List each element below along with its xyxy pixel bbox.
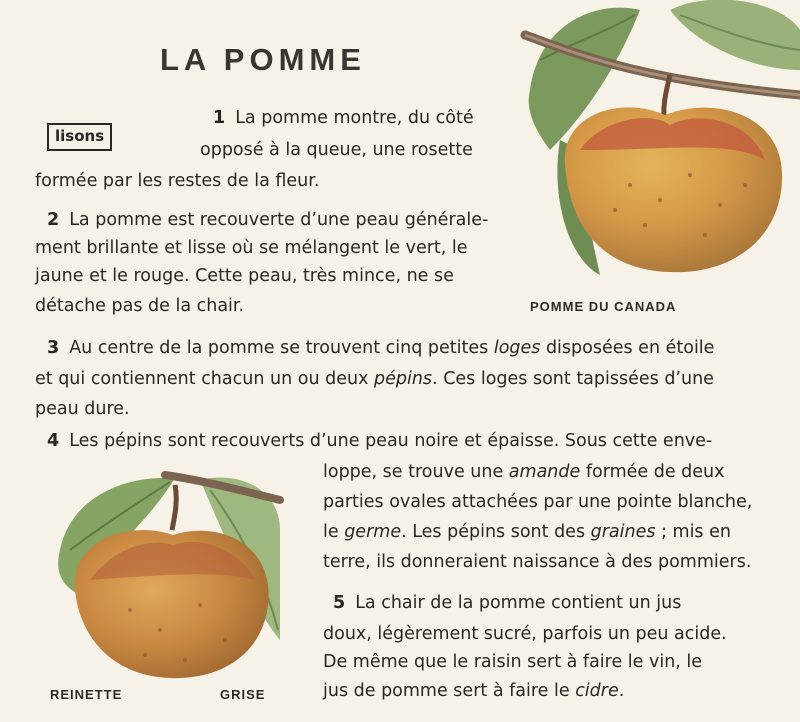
p4-line-1 (47, 430, 712, 452)
p3-text-2a: et qui contiennent chacun un ou deux (35, 369, 374, 389)
caption-reinette: REINETTE (50, 687, 123, 702)
p5-text-4b: . (618, 681, 625, 701)
p5-number: 5 (333, 593, 346, 613)
p2-line-2: ment brillante et lisse où se mélangent le vert, le (35, 238, 468, 258)
p4-text-4c: ; mis en (655, 522, 731, 542)
p5-line-1 (333, 592, 681, 614)
p2-line-4: détache pas de la chair. (35, 296, 245, 316)
p5-text-cidre: cidre (575, 681, 619, 701)
p4-line-3: parties ovales attachées par une pointe blanche, (323, 492, 753, 512)
p3-text-pepins: pépins (374, 369, 433, 389)
p5-line-2: doux, légèrement sucré, parfois un peu acide. (323, 624, 727, 644)
p4-text-germe: germe (344, 522, 402, 542)
p4-text-2b: formée de deux (580, 462, 725, 482)
p1-line-2: opposé à la queue, une rosette (200, 140, 473, 160)
p5-text-4a: jus de pomme sert à faire le (323, 681, 576, 701)
p3-text-1b: disposées en étoile (540, 338, 715, 358)
p1-number: 1 (213, 108, 226, 128)
canada-apple-illustration (520, 0, 800, 285)
p3-text-2b: . Ces loges sont tapissées d’une (432, 369, 714, 389)
p4-text-1: Les pépins sont recouverts d’une peau noire et épaisse. Sous cette enve- (69, 431, 713, 451)
reinette-apple-illustration (40, 470, 290, 685)
p3-text-loges: loges (493, 338, 541, 358)
p4-text-4b: . Les pépins sont des (401, 522, 591, 542)
p3-number: 3 (47, 338, 60, 358)
p1-text-1: La pomme montre, du côté (235, 108, 474, 128)
caption-pomme-du-canada: POMME DU CANADA (530, 299, 677, 314)
p4-text-4a: le (323, 522, 345, 542)
p1-line-1 (213, 107, 474, 129)
p5-line-4 (323, 680, 624, 702)
p4-text-graines: graines (590, 522, 656, 542)
p4-number: 4 (47, 431, 60, 451)
p2-line-1 (47, 209, 488, 231)
p4-text-2a: loppe, se trouve une (323, 462, 509, 482)
p5-line-3: De même que le raisin sert à faire le vin, le (323, 652, 703, 672)
page-title: LA POMME (160, 42, 366, 77)
p4-text-amande: amande (508, 462, 581, 482)
lisons-badge: lisons (47, 123, 112, 151)
p3-line-2 (35, 368, 714, 390)
p3-line-3: peau dure. (35, 399, 130, 419)
p1-line-3: formée par les restes de la fleur. (35, 171, 320, 191)
p3-text-1a: Au centre de la pomme se trouvent cinq petites (69, 338, 494, 358)
p4-line-5: terre, ils donneraient naissance à des pommiers. (323, 552, 752, 572)
p4-line-4 (323, 521, 731, 543)
caption-grise: GRISE (220, 687, 266, 702)
p5-text-1: La chair de la pomme contient un jus (355, 593, 682, 613)
p2-number: 2 (47, 210, 60, 230)
p4-line-2 (323, 461, 725, 483)
p2-text-1: La pomme est recouverte d’une peau générale- (69, 210, 489, 230)
p2-line-3: jaune et le rouge. Cette peau, très mince, ne se (35, 266, 454, 286)
p3-line-1 (47, 337, 714, 359)
